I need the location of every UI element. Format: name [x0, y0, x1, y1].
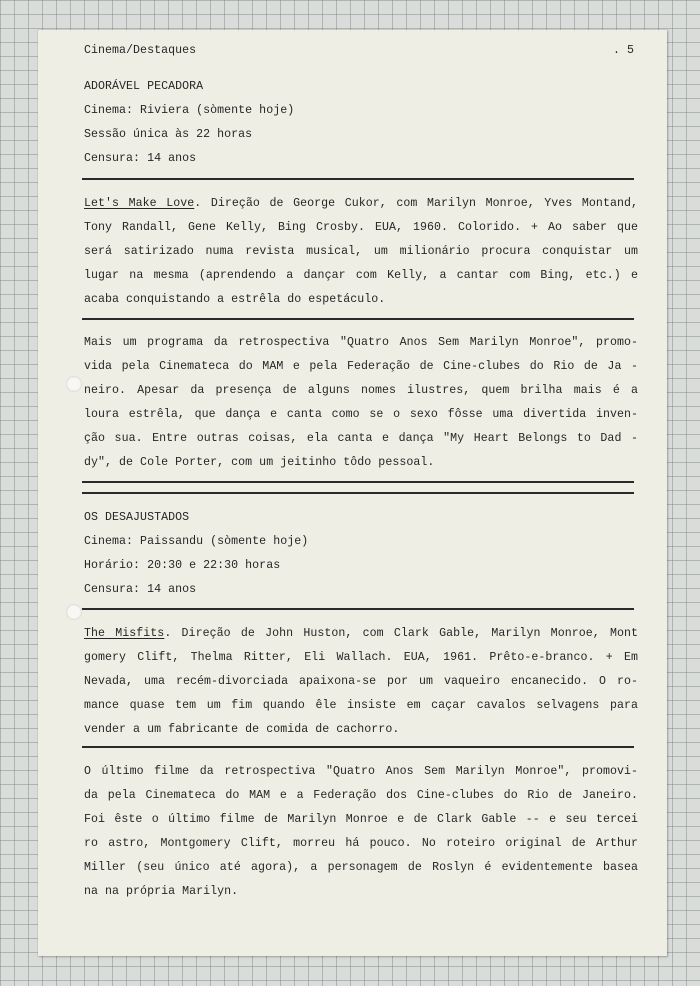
film1-comment-line: dy", de Cole Porter, com um jeitinho tôdo pessoal.	[84, 456, 435, 469]
film1-comment-line: neiro. Apesar da presença de alguns nomes ilustres, quem brilha mais é a	[84, 384, 638, 397]
typewritten-page	[38, 30, 667, 956]
film2-synopsis-line: mance quase tem um fim quando êle insiste em caçar cavalos selvagens para	[84, 699, 638, 712]
film1-synopsis-line: acaba conquistando a estrêla do espetáculo.	[84, 293, 386, 306]
film2-comment-line: na na própria Marilyn.	[84, 885, 239, 898]
film1-censorship: Censura: 14 anos	[84, 152, 197, 165]
film1-original-title: Let's Make Love	[84, 197, 195, 210]
page-number: . 5	[612, 44, 634, 57]
film2-comment-line: O último filme da retrospectiva "Quatro Anos Sem Marilyn Monroe", promovi-	[84, 765, 638, 778]
film2-times: Horário: 20:30 e 22:30 horas	[84, 559, 281, 572]
film2-comment-line: da pela Cinemateca do MAM e a Federação dos Cine-clubes do Rio de Janeiro.	[84, 789, 638, 802]
film2-comment-line: Miller (seu único até agora), a personagem de Roslyn é evidentemente basea	[84, 861, 638, 874]
film1-cinema: Cinema: Riviera (sòmente hoje)	[84, 104, 295, 117]
divider	[82, 178, 634, 180]
film1-synopsis-line: Let's Make Love. Direção de George Cukor, com Marilyn Monroe, Yves Montand,	[84, 197, 638, 210]
film2-original-title: The Misfits	[84, 627, 165, 640]
film2-comment-line: Foi êste o último filme de Marilyn Monroe e de Clark Gable -- e seu tercei	[84, 813, 638, 826]
divider	[82, 318, 634, 320]
film1-comment-line: vida pela Cinemateca do MAM e pela Federação de Cine-clubes do Rio de Ja -	[84, 360, 638, 373]
film2-synopsis-line: gomery Clift, Thelma Ritter, Eli Wallach. EUA, 1961. Prêto-e-branco. + Em	[84, 651, 638, 664]
divider	[82, 481, 634, 483]
film2-censorship: Censura: 14 anos	[84, 583, 197, 596]
film1-comment-line: ção sua. Entre outras coisas, ela canta e dança "My Heart Belongs to Dad -	[84, 432, 638, 445]
divider	[82, 492, 634, 494]
film2-synopsis-line: The Misfits. Direção de John Huston, com Clark Gable, Marilyn Monroe, Mont	[84, 627, 638, 640]
film1-synopsis-line: será satirizado numa revista musical, um milionário procura conquistar um	[84, 245, 638, 258]
divider	[82, 608, 634, 610]
section-header: Cinema/Destaques	[84, 44, 197, 57]
film1-synopsis-line: Tony Randall, Gene Kelly, Bing Crosby. EUA, 1960. Colorido. + Ao saber que	[84, 221, 638, 234]
film2-synopsis-line: Nevada, uma recém-divorciada apaixona-se por um vaqueiro encanecido. O ro-	[84, 675, 638, 688]
film1-title: ADORÁVEL PECADORA	[84, 80, 204, 93]
film1-comment-line: loura estrêla, que dança e canta como se o sexo fôsse uma divertida inven-	[84, 408, 638, 421]
divider	[82, 746, 634, 748]
film1-synopsis-line: lugar na mesma (aprendendo a dançar com Kelly, a cantar com Bing, etc.) e	[84, 269, 638, 282]
film1-session: Sessão única às 22 horas	[84, 128, 253, 141]
film2-synopsis-line: vender a um fabricante de comida de cachorro.	[84, 723, 400, 736]
punch-hole	[66, 604, 82, 620]
punch-hole	[66, 376, 82, 392]
film2-comment-line: ro astro, Montgomery Clift, morreu há pouco. No roteiro original de Arthur	[84, 837, 638, 850]
film1-comment-line: Mais um programa da retrospectiva "Quatro Anos Sem Marilyn Monroe", promo-	[84, 336, 638, 349]
film2-title: OS DESAJUSTADOS	[84, 511, 190, 524]
film2-cinema: Cinema: Paissandu (sòmente hoje)	[84, 535, 309, 548]
